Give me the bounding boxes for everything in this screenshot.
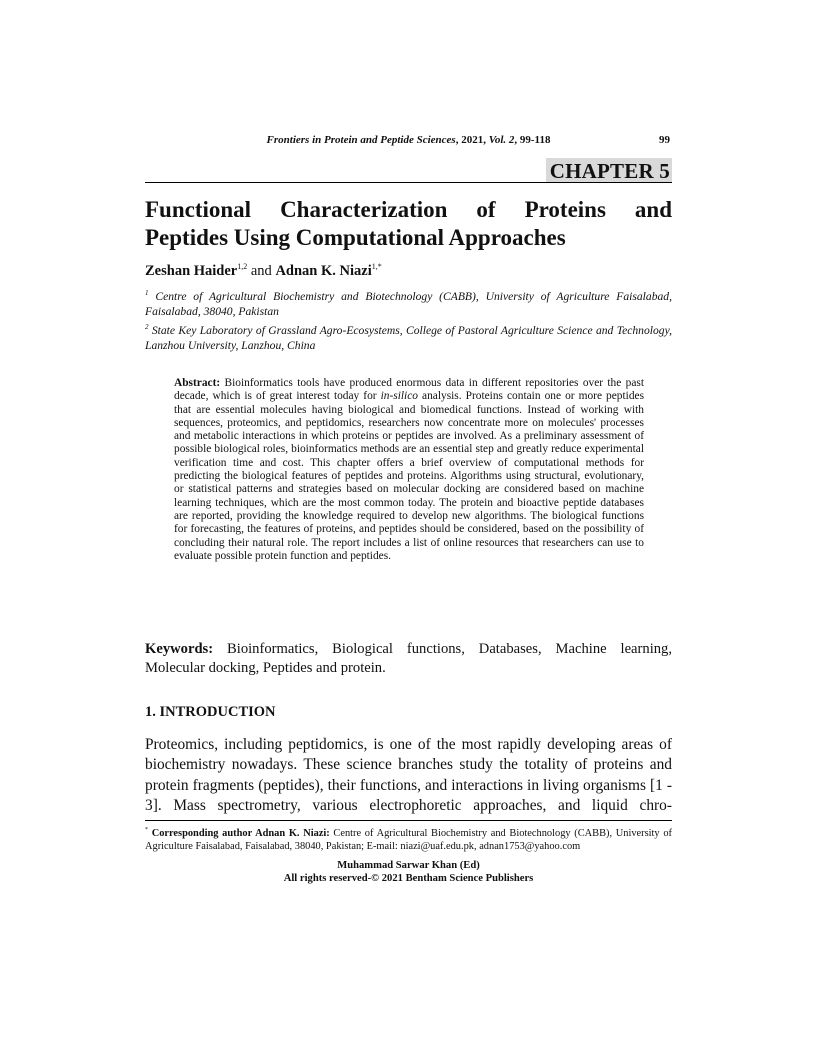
abstract <box>174 377 644 563</box>
author-2-affil: 1,* <box>371 262 382 271</box>
journal-volume: Vol. 2 <box>488 134 515 146</box>
section-heading: 1. INTRODUCTION <box>145 704 276 720</box>
running-head-citation <box>267 134 551 146</box>
page-number: 99 <box>659 134 670 146</box>
author-1-affil: 1,2 <box>237 262 248 271</box>
affiliation-1 <box>145 286 672 319</box>
author-conjunction: and <box>247 263 276 279</box>
author-1: Zeshan Haider <box>145 263 238 279</box>
footnote-text: Centre of Agricultural Biochemistry and Biotechnology (CABB), University of Agriculture Faisalabad, Faisalabad, 38040, Pakistan; E-mail: niazi@uaf.edu.pk, adnan1753@yahoo.com <box>145 828 672 852</box>
affiliation-1-marker: 1 <box>145 289 149 297</box>
editor-line: Muhammad Sarwar Khan (Ed) <box>337 860 480 871</box>
abstract-italic: in-silico <box>380 390 418 403</box>
header-rule <box>145 182 672 183</box>
journal-name: Frontiers in Protein and Peptide Sciences <box>266 134 456 146</box>
publisher-info <box>145 859 672 885</box>
rights-line: All rights reserved-© 2021 Bentham Science Publishers <box>283 873 534 884</box>
chapter-title <box>145 196 672 252</box>
keywords <box>145 640 672 678</box>
affiliation-1-text: Centre of Agricultural Biochemistry and Biotechnology (CABB), University of Agriculture Faisalabad, Faisalabad, 38040, Pakistan <box>145 290 672 318</box>
keywords-label: Keywords: <box>145 641 214 657</box>
author-list <box>145 262 672 280</box>
introduction-paragraph: Proteomics, including peptidomics, is one of the most rapidly developing areas of biochemistry nowadays. These science branches study the totality of proteins and protein fragments (peptides), their functions, and interactions in living organisms [1 - 3]. Mass spectrometry, various electrophoretic approaches, and liquid chro- <box>145 736 672 815</box>
chapter-label: CHAPTER 5 <box>546 158 672 183</box>
affiliation-2 <box>145 320 672 353</box>
abstract-text-2: analysis. Proteins contain one or more peptides that are essential molecules having biological and biomedical functions. Instead of working with sequences, proteomics, and peptidomics, researchers now concentrate more on molecules' processes and metabolic interactions in which proteins or peptides are involved. As a preliminary assessment of possible biological roles, bioinformatics methods are an essential step and greatly reduce experimental verification time and cost. This chapter offers a brief overview of computational methods for predicting the biological features of peptides and proteins. Algorithms using structural, evolutionary, or statistical patterns and strategies based on molecular docking are considered based on machine learning techniques, which are the most common today. The protein and bioactive peptide databases are reported, providing the knowledge required to develop new algorithms. The biological functions for forecasting, the features of proteins, and peptides should be considered, based on the possibility of concluding their natural role. The report includes a list of online resources that researchers can use to evaluate possible protein function and peptides. <box>174 390 645 562</box>
affiliation-2-text: State Key Laboratory of Grassland Agro-Ecosystems, College of Pastoral Agriculture Science and Technology, Lanzhou University, Lanzhou, China <box>145 324 672 352</box>
abstract-label: Abstract: <box>174 377 221 389</box>
running-head <box>145 134 672 146</box>
footnote <box>145 824 672 853</box>
abstract-text-1: Bioinformatics tools have produced enormous data in different repositories over the past decade, which is of great interest today for <box>174 377 644 403</box>
journal-year: , 2021, <box>455 134 489 146</box>
footnote-rule <box>145 820 672 821</box>
journal-pages: , 99-118 <box>514 134 551 146</box>
title-line-2: Peptides Using Computational Approaches <box>145 225 566 250</box>
affiliation-2-marker: 2 <box>145 323 149 331</box>
footnote-label: Corresponding author Adnan K. Niazi: <box>151 828 330 839</box>
keywords-text: Bioinformatics, Biological functions, Databases, Machine learning, Molecular docking, Peptides and protein. <box>145 641 672 676</box>
title-line-1: Functional Characterization of Proteins and <box>145 197 672 222</box>
author-2: Adnan K. Niazi <box>275 263 372 279</box>
footnote-marker: * <box>145 827 148 833</box>
